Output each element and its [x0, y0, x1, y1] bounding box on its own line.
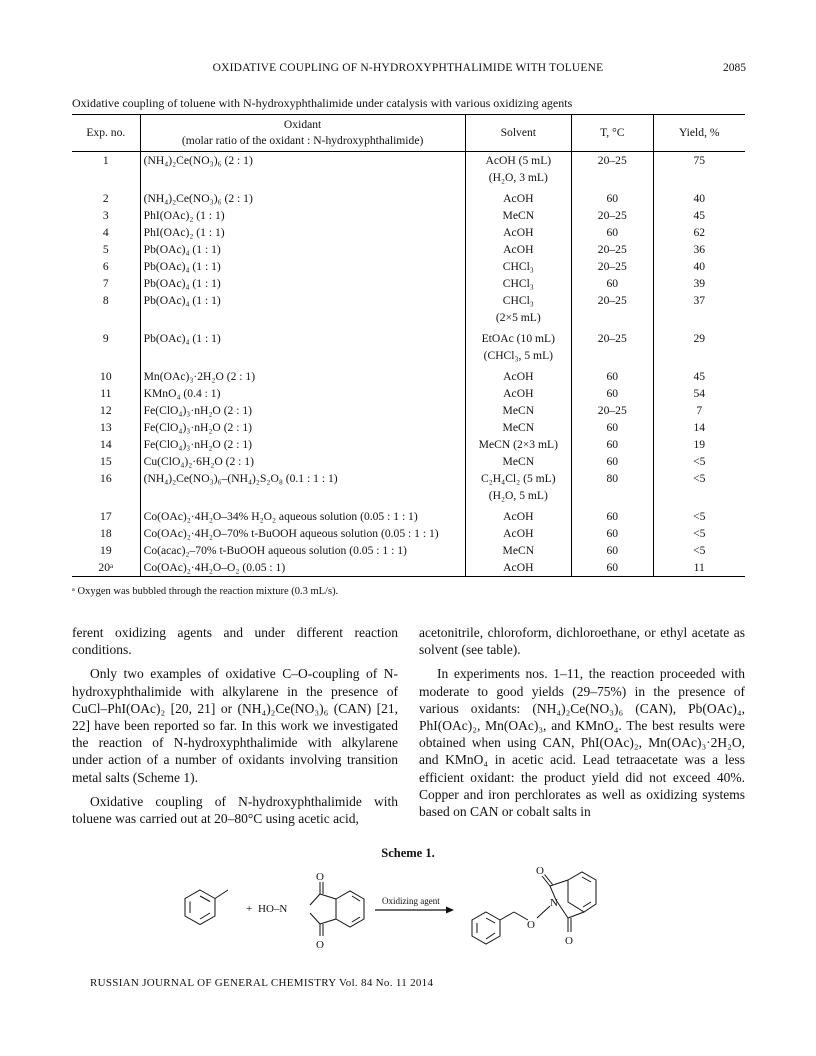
- cell-yield: 40: [693, 260, 706, 273]
- cell-solvent: AcOH: [465, 559, 571, 577]
- cell-oxidant: Co(OAc)₂·4H₂O–70% t-BuOOH aqueous solution (0.05 : 1 : 1): [140, 525, 465, 542]
- body-paragraph: In experiments nos. 1–11, the reaction proceeded with moderate to good yields (29–75%) in the presence of various oxidants: (NH₄)₂Ce(NO₃)₆ (CAN), Pb(OAc)₄, PhI(OAc)₂, Mn(OAc)₃, and KMnO₄. The best results were obtained when using CAN, PhI(OAc)₂, Mn(OAc)₃·2H₂O, and KMnO₄ in acetic acid. Lead tetraacetate was a less efficient oxidant: the product yield did not exceed 40%. Copper and iron perchlorates as well as oxidizing systems based on CAN or cobalt salts in: [419, 666, 745, 820]
- cell-solvent: [465, 292, 571, 326]
- results-table: [72, 114, 745, 577]
- cell-solvent-line1: CHCl₃: [502, 294, 534, 307]
- page-number: 2085: [723, 62, 746, 74]
- cell-oxidant: PhI(OAc)₂ (1 : 1): [140, 207, 465, 224]
- cell-temperature: 20–25: [572, 241, 653, 258]
- header-temperature: T, °C: [572, 115, 653, 152]
- table-row: [72, 224, 745, 241]
- reaction-scheme: [170, 860, 650, 960]
- cell-exp: 12: [100, 404, 112, 417]
- cell-exp: 8: [102, 294, 109, 307]
- body-paragraph: Only two examples of oxidative C–O-coupling of N-hydroxyphthalimide with alkylarene in the presence of CuCl–PhI(OAc)₂ [20, 21] or (NH₄)₂Ce(NO₃)₆ (CAN) [21, 22] have been reported so far. In this work we investigated the reaction of N-hydroxyphthalimide with alkylarene under action of a number of oxidants involving transition metal salts (Scheme 1).: [72, 666, 398, 785]
- cell-temperature: 60: [572, 525, 653, 542]
- product-nitrogen: N: [550, 897, 558, 909]
- cell-exp: 20ᵃ: [72, 559, 140, 577]
- cell-solvent: MeCN: [465, 419, 571, 436]
- cell-temperature: 20–25: [572, 258, 653, 275]
- cell-yield: 54: [693, 387, 706, 400]
- cell-solvent: MeCN (2×3 mL): [465, 436, 571, 453]
- cell-oxidant: Pb(OAc)₄ (1 : 1): [140, 326, 465, 364]
- cell-yield: 45: [693, 209, 706, 222]
- cell-exp: 15: [100, 455, 112, 468]
- cell-solvent: AcOH: [465, 525, 571, 542]
- table-row: [72, 258, 745, 275]
- table-row: [72, 385, 745, 402]
- table-row: [72, 275, 745, 292]
- cell-oxidant: Cu(ClO₄)₂·6H₂O (2 : 1): [140, 453, 465, 470]
- cell-solvent-line1: EtOAc (10 mL): [481, 332, 556, 345]
- cell-oxidant: PhI(OAc)₂ (1 : 1): [140, 224, 465, 241]
- cell-yield: <5: [693, 527, 706, 540]
- cell-exp: 2: [102, 192, 109, 205]
- cell-solvent: MeCN: [465, 453, 571, 470]
- cell-solvent: AcOH: [465, 224, 571, 241]
- cell-temperature: 60: [572, 436, 653, 453]
- cell-yield: 14: [693, 421, 706, 434]
- cell-yield: 39: [693, 277, 706, 290]
- cell-exp: 13: [100, 421, 112, 434]
- body-column-left: [72, 624, 398, 834]
- table-row: [72, 326, 745, 364]
- plus-sign: +: [246, 903, 253, 915]
- cell-exp: 10: [100, 370, 112, 383]
- table-row: [72, 292, 745, 326]
- cell-temperature: 60: [572, 504, 653, 525]
- cell-exp: 14: [100, 438, 112, 451]
- product-oxygen-bottom: O: [565, 935, 573, 947]
- cell-exp: 18: [100, 527, 112, 540]
- cell-oxidant: Pb(OAc)₄ (1 : 1): [140, 275, 465, 292]
- cell-solvent: MeCN: [465, 542, 571, 559]
- body-paragraph: Oxidative coupling of N-hydroxyphthalimide with toluene was carried out at 20–80°C using acetic acid,: [72, 793, 398, 827]
- cell-temperature: 60: [572, 419, 653, 436]
- cell-oxidant: (NH₄)₂Ce(NO₃)₆ (2 : 1): [140, 152, 465, 187]
- cell-oxidant: Fe(ClO₄)₃·nH₂O (2 : 1): [140, 402, 465, 419]
- journal-footer: RUSSIAN JOURNAL OF GENERAL CHEMISTRY Vol. 84 No. 11 2014: [90, 977, 434, 989]
- cell-yield: 45: [693, 370, 706, 383]
- cell-yield: 11: [653, 559, 745, 577]
- table-row: [72, 453, 745, 470]
- cell-solvent: AcOH: [465, 241, 571, 258]
- table-row: [72, 207, 745, 224]
- header-yield: Yield, %: [653, 115, 745, 152]
- cell-yield: 7: [696, 404, 703, 417]
- cell-temperature: 20–25: [572, 207, 653, 224]
- table-row: [72, 470, 745, 504]
- cell-yield: <5: [693, 510, 706, 523]
- cell-solvent: MeCN: [465, 207, 571, 224]
- cell-oxidant: (NH₄)₂Ce(NO₃)₆ (2 : 1): [140, 186, 465, 207]
- cell-solvent: [465, 326, 571, 364]
- cell-temperature: 20–25: [572, 292, 653, 326]
- cell-oxidant: KMnO₄ (0.4 : 1): [140, 385, 465, 402]
- cell-yield: 40: [693, 192, 706, 205]
- table-body: [72, 152, 745, 577]
- cell-oxidant: Co(OAc)₂·4H₂O–O₂ (0.05 : 1): [140, 559, 465, 577]
- product-oxygen-top: O: [536, 865, 544, 877]
- cell-temperature: 20–25: [572, 326, 653, 364]
- cell-temperature: 60: [572, 275, 653, 292]
- cell-solvent-line2: (CHCl₃, 5 mL): [483, 349, 554, 362]
- scheme-title: Scheme 1.: [381, 846, 435, 860]
- cell-yield: 36: [693, 243, 706, 256]
- header-oxidant-line2: (molar ratio of the oxidant : N-hydroxyphthalimide): [181, 134, 424, 147]
- cell-exp: 9: [102, 332, 109, 345]
- table-row: [72, 504, 745, 525]
- cell-yield: 19: [693, 438, 706, 451]
- cell-temperature: 60: [572, 453, 653, 470]
- cell-oxidant: Mn(OAc)₃·2H₂O (2 : 1): [140, 364, 465, 385]
- cell-oxidant: Fe(ClO₄)₃·nH₂O (2 : 1): [140, 436, 465, 453]
- toluene-structure: [185, 890, 228, 925]
- cell-oxidant: Pb(OAc)₄ (1 : 1): [140, 292, 465, 326]
- table-row: [72, 419, 745, 436]
- cell-solvent: [465, 152, 571, 187]
- cell-oxidant: Pb(OAc)₄ (1 : 1): [140, 241, 465, 258]
- table-row: [72, 525, 745, 542]
- cell-yield: <5: [693, 544, 706, 557]
- cell-temperature: 60: [572, 385, 653, 402]
- body-paragraph: ferent oxidizing agents and under different reaction conditions.: [72, 625, 398, 658]
- cell-solvent-line1: AcOH (5 mL): [485, 154, 552, 167]
- cell-yield: 62: [693, 226, 706, 239]
- arrow-label: Oxidizing agent: [382, 896, 440, 906]
- cell-solvent: CHCl₃: [465, 275, 571, 292]
- cell-exp: 1: [102, 154, 109, 167]
- running-head: [70, 62, 746, 82]
- table-header-row: [72, 115, 745, 152]
- header-exp: Exp. no.: [72, 115, 140, 152]
- cell-yield: <5: [693, 455, 706, 468]
- cell-exp: 16: [100, 472, 112, 485]
- product-structure: [472, 872, 596, 944]
- cell-yield: 37: [693, 294, 706, 307]
- table-row: [72, 436, 745, 453]
- cell-oxidant: Co(OAc)₂·4H₂O–34% H₂O₂ aqueous solution (0.05 : 1 : 1): [140, 504, 465, 525]
- cell-temperature: 60: [572, 542, 653, 559]
- reagent-prefix: HO–N: [258, 903, 288, 915]
- cell-solvent-line2: (H₂O, 5 mL): [488, 489, 548, 502]
- cell-solvent: MeCN: [465, 402, 571, 419]
- cell-oxidant: Fe(ClO₄)₃·nH₂O (2 : 1): [140, 419, 465, 436]
- cell-exp: 6: [102, 260, 109, 273]
- reaction-arrow: [375, 907, 454, 914]
- cell-solvent: CHCl₃: [465, 258, 571, 275]
- cell-oxidant: Pb(OAc)₄ (1 : 1): [140, 258, 465, 275]
- cell-exp: 7: [102, 277, 109, 290]
- table-row: [72, 241, 745, 258]
- cell-exp: 3: [102, 209, 109, 222]
- table-row: [72, 402, 745, 419]
- cell-solvent-line2: (H₂O, 3 mL): [488, 171, 548, 184]
- cell-solvent: [465, 470, 571, 504]
- cell-oxidant: (NH₄)₂Ce(NO₃)₆–(NH₄)₂S₂O₈ (0.1 : 1 : 1): [140, 470, 465, 504]
- cell-solvent: AcOH: [465, 364, 571, 385]
- header-solvent: Solvent: [465, 115, 571, 152]
- cell-exp: 5: [102, 243, 109, 256]
- cell-exp: 11: [100, 387, 112, 400]
- nhpi-structure: [310, 882, 364, 936]
- header-oxidant-line1: Oxidant: [283, 118, 322, 131]
- cell-temperature: 60: [572, 559, 653, 577]
- table-row: [72, 559, 745, 577]
- running-title: OXIDATIVE COUPLING OF N-HYDROXYPHTHALIMIDE WITH TOLUENE: [212, 62, 604, 74]
- cell-yield: 29: [693, 332, 706, 345]
- cell-solvent: AcOH: [465, 186, 571, 207]
- cell-temperature: 80: [572, 470, 653, 504]
- table-row: [72, 186, 745, 207]
- table-row: [72, 364, 745, 385]
- cell-exp: 19: [100, 544, 112, 557]
- cell-yield: 75: [693, 154, 706, 167]
- cell-temperature: 60: [572, 224, 653, 241]
- cell-temperature: 20–25: [572, 152, 653, 187]
- cell-temperature: 20–25: [572, 402, 653, 419]
- body-paragraph: acetonitrile, chloroform, dichloroethane, or ethyl acetate as solvent (see table).: [419, 625, 745, 658]
- cell-solvent-line2: (2×5 mL): [495, 311, 541, 324]
- nhpi-oxygen-top: O: [316, 871, 324, 883]
- table-row: [72, 542, 745, 559]
- cell-exp: 4: [102, 226, 109, 239]
- cell-solvent: AcOH: [465, 385, 571, 402]
- body-column-right: [419, 624, 745, 827]
- product-ester-oxygen: O: [527, 919, 535, 931]
- cell-oxidant: Co(acac)₂–70% t-BuOOH aqueous solution (0.05 : 1 : 1): [140, 542, 465, 559]
- cell-solvent-line1: C₂H₄Cl₂ (5 mL): [481, 472, 556, 485]
- cell-temperature: 60: [572, 186, 653, 207]
- nhpi-oxygen-bottom: O: [316, 939, 324, 951]
- cell-solvent: AcOH: [465, 504, 571, 525]
- cell-temperature: 60: [572, 364, 653, 385]
- cell-exp: 17: [100, 510, 112, 523]
- table-caption: Oxidative coupling of toluene with N-hydroxyphthalimide under catalysis with various oxidizing agents: [72, 96, 573, 110]
- table-footnote: ᵃ Oxygen was bubbled through the reaction mixture (0.3 mL/s).: [72, 586, 339, 597]
- header-oxidant: [140, 115, 465, 152]
- cell-yield: <5: [693, 472, 706, 485]
- table-row: [72, 152, 745, 187]
